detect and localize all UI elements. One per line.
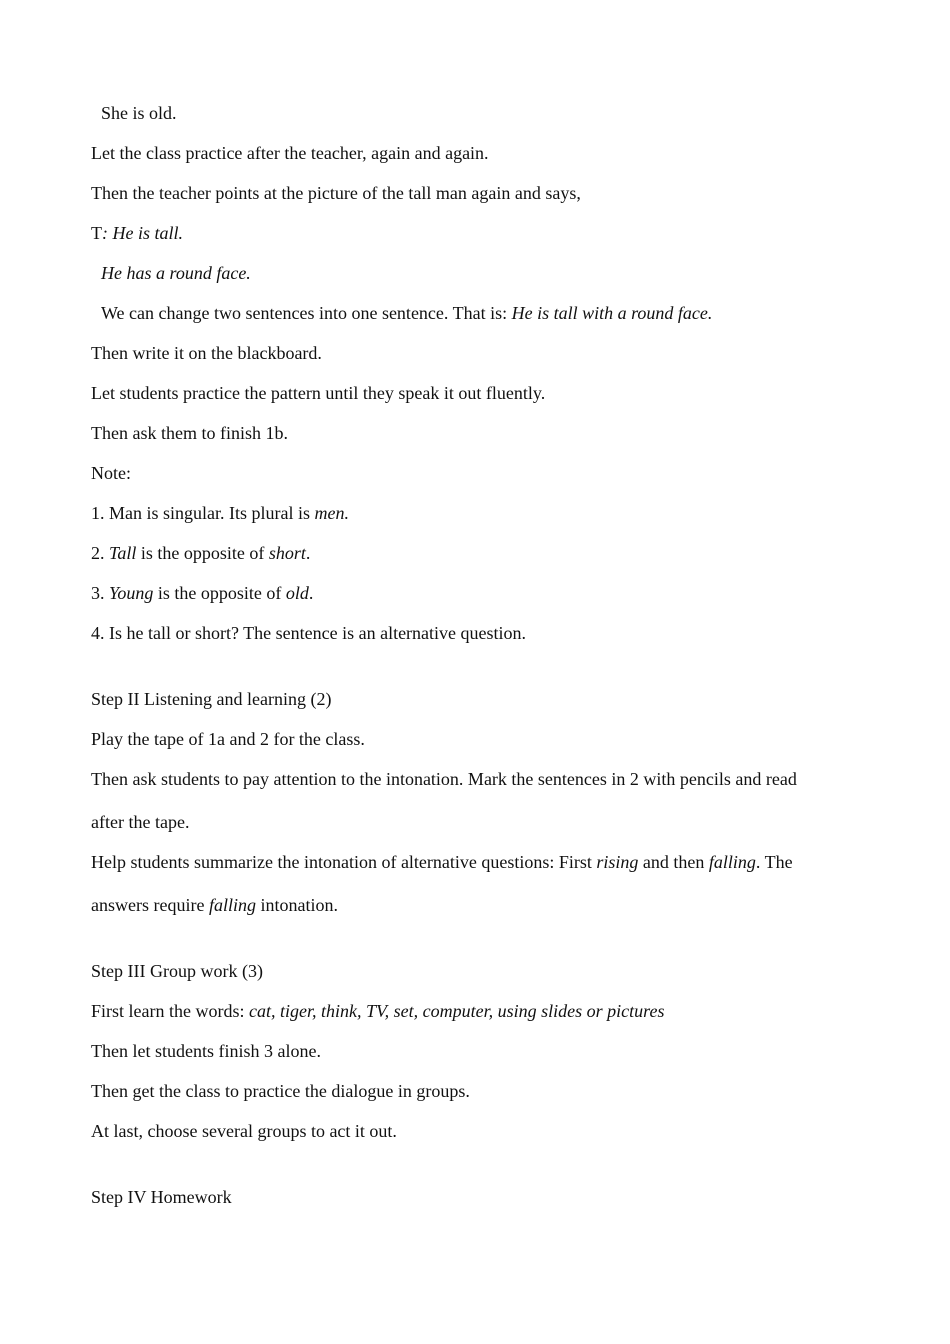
text: Then write it on the blackboard. (91, 343, 322, 363)
text: is the opposite of (153, 583, 286, 603)
italic-text: falling (208, 895, 256, 915)
italic-text: rising (596, 852, 639, 872)
step-heading (91, 687, 331, 711)
text-line (91, 381, 545, 405)
step-heading (91, 1185, 232, 1209)
text: 2. (91, 543, 109, 563)
text: Then get the class to practice the dialogue in groups. (91, 1081, 470, 1101)
text-line (91, 141, 489, 165)
text-line (91, 221, 183, 245)
note-item (91, 501, 349, 525)
text: 3. (91, 583, 109, 603)
italic-text: falling (708, 852, 756, 872)
note-item (91, 621, 526, 645)
text: after the tape. (91, 812, 190, 832)
text: and then (638, 852, 709, 872)
text-line (91, 1079, 470, 1103)
speaker-label: T (91, 223, 102, 243)
text: Then the teacher points at the picture of the tall man again and says, (91, 183, 581, 203)
italic-text: Young (109, 583, 154, 603)
text: Help students summarize the intonation of alternative questions: First (91, 852, 597, 872)
text: Play the tape of 1a and 2 for the class. (91, 729, 365, 749)
text-line (91, 999, 664, 1023)
text-line (91, 810, 189, 834)
text: 1. Man is singular. Its plural is (91, 503, 315, 523)
italic-text: He is tall. (108, 223, 183, 243)
italic-text: old (285, 583, 309, 603)
text-line (91, 767, 797, 791)
text-line (101, 261, 251, 285)
text: Then ask them to finish 1b. (91, 423, 288, 443)
text-line (91, 341, 322, 365)
italic-text: short (268, 543, 306, 563)
text: Then let students finish 3 alone. (91, 1041, 321, 1061)
note-heading (91, 461, 131, 485)
text-line (91, 1119, 397, 1143)
text: She is old. (101, 103, 177, 123)
text: We can change two sentences into one sentence. That is: (101, 303, 512, 323)
text: Note: (91, 463, 131, 483)
text: Step III Group work (3) (91, 961, 263, 981)
speaker-colon: : (102, 223, 108, 243)
italic-text: He is tall with a round face. (511, 303, 713, 323)
text: Step IV Homework (91, 1187, 232, 1207)
text: 4. Is he tall or short? The sentence is an alternative question. (91, 623, 527, 643)
text: answers require (91, 895, 209, 915)
text-line (101, 301, 712, 325)
text-line (91, 421, 288, 445)
italic-text: cat, tiger, think, TV, set, computer, using slides or pictures (248, 1001, 665, 1021)
text-line (91, 181, 581, 205)
text: Let the class practice after the teacher, again and again. (91, 143, 489, 163)
text: . (305, 543, 311, 563)
text-line (91, 1039, 321, 1063)
text: intonation. (255, 895, 338, 915)
text: . (308, 583, 314, 603)
text: First learn the words: (91, 1001, 249, 1021)
text: Let students practice the pattern until they speak it out fluently. (91, 383, 546, 403)
text: . The (755, 852, 793, 872)
note-item (91, 541, 310, 565)
note-item (91, 581, 313, 605)
italic-text: Tall (109, 543, 137, 563)
text-line (91, 893, 338, 917)
step-heading (91, 959, 263, 983)
text: At last, choose several groups to act it out. (91, 1121, 397, 1141)
text: is the opposite of (136, 543, 269, 563)
text: Then ask students to pay attention to the intonation. Mark the sentences in 2 with pencils and read (91, 769, 797, 789)
text-line (91, 850, 793, 874)
italic-text: men. (314, 503, 349, 523)
italic-text: He has a round face. (101, 263, 251, 283)
text-line (101, 101, 177, 125)
text-line (91, 727, 365, 751)
text: Step II Listening and learning (2) (91, 689, 332, 709)
